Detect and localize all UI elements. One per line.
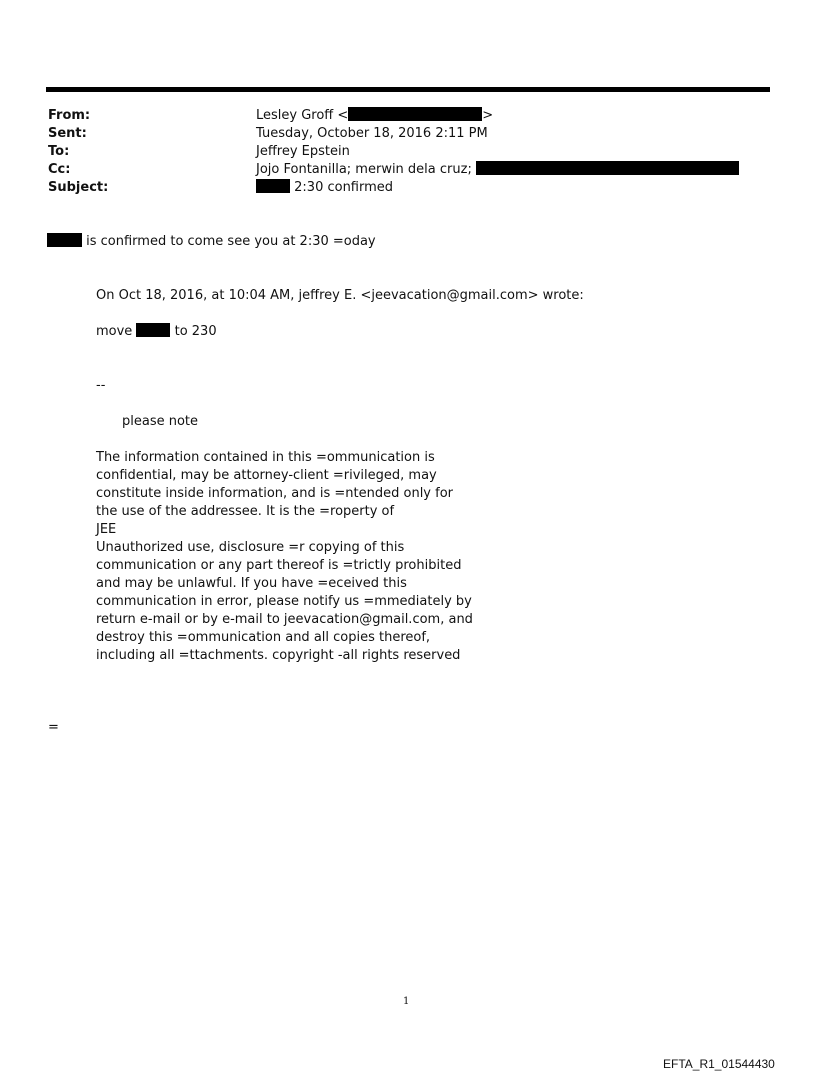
redaction-box [47, 233, 82, 247]
subject-value [256, 179, 393, 197]
disclaimer-line: communication or any part thereof is =trictly prohibited [96, 558, 462, 573]
disclaimer-paragraph [96, 449, 476, 665]
redaction-box [476, 161, 739, 175]
move-line [96, 323, 217, 341]
to-value: Jeffrey Epstein [256, 144, 350, 159]
please-note: please note [122, 414, 199, 429]
from-label: From: [48, 108, 91, 123]
redaction-box [256, 179, 290, 193]
disclaimer-line: Unauthorized use, disclosure =r copying of this [96, 540, 405, 555]
disclaimer-line: return e-mail or by e-mail to jeevacation@gmail.com, and [96, 612, 473, 627]
signature-dash: -- [96, 378, 106, 393]
header-divider [46, 87, 770, 92]
disclaimer-line: including all =ttachments. copyright -all rights reserved [96, 648, 461, 663]
disclaimer-line: The information contained in this =ommunication is [96, 450, 435, 465]
page-number: 1 [403, 996, 410, 1007]
disclaimer-line: destroy this =ommunication and all copies thereof, [96, 630, 431, 645]
to-label: To: [48, 144, 70, 159]
redaction-box [136, 323, 170, 337]
quote-intro: On Oct 18, 2016, at 10:04 AM, jeffrey E. <jeevacation@gmail.com> wrote: [96, 288, 584, 303]
disclaimer-line: constitute inside information, and is =ntended only for [96, 486, 454, 501]
cc-value [256, 161, 739, 179]
disclaimer-line: and may be unlawful. If you have =eceived this [96, 576, 407, 591]
redaction-box [348, 107, 482, 121]
move-prefix: move [96, 324, 133, 339]
document-id: EFTA_R1_01544430 [663, 1057, 775, 1071]
body-line-1 [47, 233, 376, 251]
disclaimer-line: JEE [96, 522, 117, 537]
sent-label: Sent: [48, 126, 87, 141]
from-name: Lesley Groff < [256, 108, 349, 123]
from-email-close: > [482, 108, 494, 123]
trailing-equals: = [48, 720, 59, 735]
disclaimer-line: the use of the addressee. It is the =roperty of [96, 504, 395, 519]
cc-names: Jojo Fontanilla; merwin dela cruz; [256, 162, 472, 177]
disclaimer-line: confidential, may be attorney-client =rivileged, may [96, 468, 437, 483]
subject-label: Subject: [48, 180, 109, 195]
subject-text: 2:30 confirmed [294, 180, 394, 195]
confirmation-text: is confirmed to come see you at 2:30 =oday [86, 234, 376, 249]
sent-value: Tuesday, October 18, 2016 2:11 PM [256, 126, 488, 141]
cc-label: Cc: [48, 162, 71, 177]
move-suffix: to 230 [174, 324, 217, 339]
from-value [256, 107, 493, 125]
disclaimer-line: communication in error, please notify us =mmediately by [96, 594, 472, 609]
